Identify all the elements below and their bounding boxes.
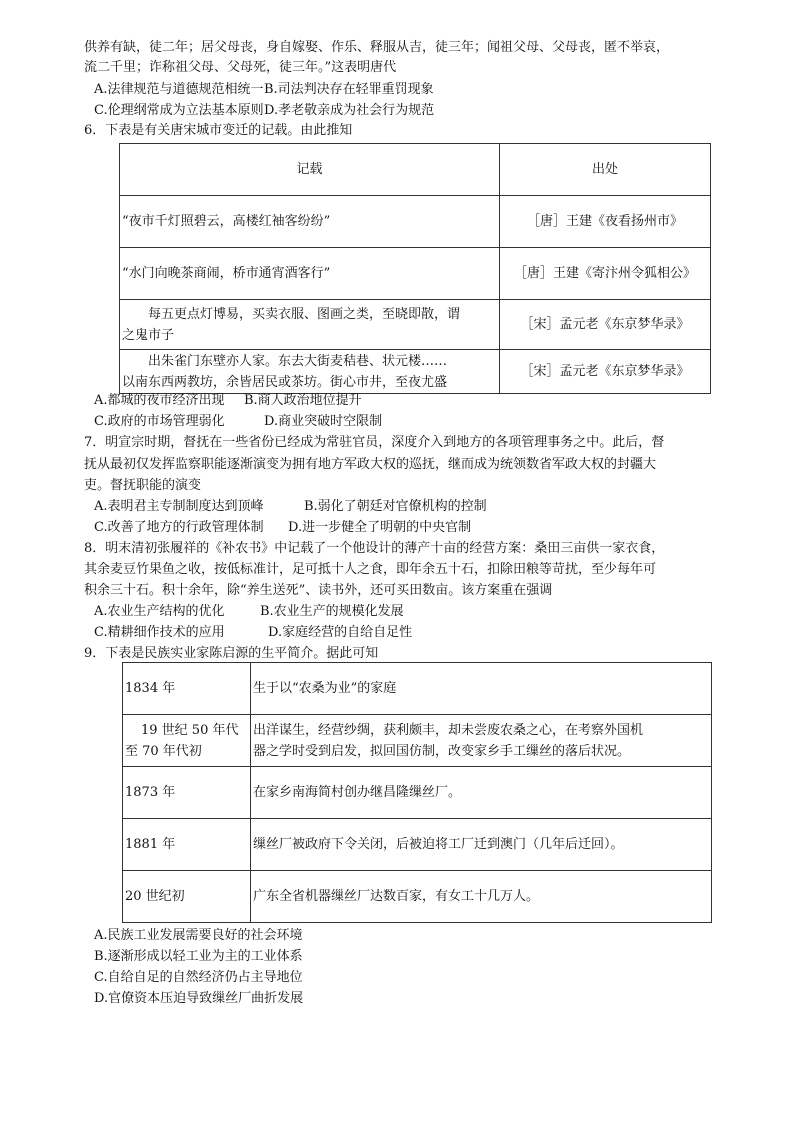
- q6-option-d: D.商业突破时空限制: [264, 414, 383, 429]
- q9-time-cell: 20 世纪初: [123, 871, 251, 923]
- q9-stem: 9．下表是民族实业家陈启源的生平简介。据此可知: [84, 646, 379, 661]
- q6-table-header-row: [120, 144, 711, 196]
- q7-option-c: C.改善了地方的行政管理体制: [94, 520, 264, 535]
- q8-stem-line-1: 8．明末清初张履祥的《补农书》中记载了一个他设计的薄产十亩的经营方案：桑田三亩供一家衣食，: [84, 541, 665, 556]
- q6-option-b: B.商人政治地位提升: [244, 393, 362, 408]
- q8-stem-line-2: 其余麦豆竹果鱼之收，按低标准计，足可抵十人之食，即年余五十石，扣除田粮等苛扰，至少每年可: [84, 562, 657, 577]
- q5-stem-line-2: 流二千里；诈称祖父母、父母死，徒三年。”这表明唐代: [84, 60, 397, 75]
- table-row: [123, 767, 712, 819]
- q6-option-a: A.都城的夜市经济出现: [94, 393, 225, 408]
- q9-event-cell: [251, 715, 712, 767]
- q8-option-b: B.农业生产的规模化发展: [260, 604, 404, 619]
- q6-record-line: 之鬼市子: [122, 327, 175, 343]
- table-row: [120, 248, 711, 300]
- table-row: [123, 871, 712, 923]
- q9-option-b: B.逐渐形成以轻工业为主的工业体系: [94, 949, 303, 964]
- q6-source-cell: ［宋］孟元老《东京梦华录》: [500, 300, 711, 350]
- table-row: [120, 196, 711, 248]
- q9-event-cell: 缫丝厂被政府下令关闭，后被迫将工厂迁到澳门（几年后迁回）。: [251, 819, 712, 871]
- q9-time-cell: 1834 年: [123, 663, 251, 715]
- q5-option-b: B.司法判决存在轻罪重罚现象: [264, 82, 434, 97]
- q8-option-d: D.家庭经营的自给自足性: [268, 625, 413, 640]
- q6-record-cell: [120, 300, 500, 350]
- q6-source-cell: ［唐］王建《寄汴州令狐相公》: [500, 248, 711, 300]
- q6-option-c: C.政府的市场管理弱化: [94, 414, 225, 429]
- q7-stem-line-2: 抚从最初仅发挥监察职能逐渐演变为拥有地方军政大权的巡抚，继而成为统领数省军政大权的封疆大: [84, 457, 657, 472]
- q6-stem: 6．下表是有关唐宋城市变迁的记载。由此推知: [84, 123, 353, 138]
- q6-table: [119, 143, 711, 394]
- q9-option-c: C.自给自足的自然经济仍占主导地位: [94, 970, 303, 985]
- q7-option-b: B.弱化了朝廷对官僚机构的控制: [304, 499, 487, 514]
- table-row: [120, 350, 711, 394]
- q6-record-cell: “夜市千灯照碧云，高楼红袖客纷纷”: [120, 196, 500, 248]
- table-row: [123, 663, 712, 715]
- q8-stem-line-3: 积余三十石。积十余年，除“养生送死”、读书外，还可买田数亩。该方案重在强调: [84, 583, 553, 598]
- q6-record-cell: “水门向晚茶商闹，桥市通宵酒客行”: [120, 248, 500, 300]
- q9-event-cell: 生于以“农桑为业”的家庭: [251, 663, 712, 715]
- q5-option-a: A.法律规范与道德规范相统一: [94, 82, 264, 97]
- q9-time-line: 19 世纪 50 年代: [141, 722, 239, 738]
- q6-record-line: 以南东西两教坊，余皆居民或茶坊。街心市井，至夜尤盛: [122, 374, 448, 390]
- q8-option-a: A.农业生产结构的优化: [94, 604, 225, 619]
- table-row: [123, 715, 712, 767]
- q6-record-cell: [120, 350, 500, 394]
- q7-stem-line-1: 7．明宣宗时期，督抚在一些省份已经成为常驻官员，深度介入到地方的各项管理事务之中。此后，督: [84, 435, 665, 450]
- q6-header-source: 出处: [500, 144, 711, 196]
- q6-record-line: 每五更点灯博易，买卖衣服、图画之类，至晓即散，谓: [148, 306, 461, 322]
- q9-event-cell: 广东全省机器缫丝厂达数百家，有女工十几万人。: [251, 871, 712, 923]
- q7-option-d: D.进一步健全了明朝的中央官制: [288, 520, 472, 535]
- q5-stem-line-1: 供养有缺，徒二年；居父母丧，身自嫁娶、作乐、释服从吉，徒三年；闻祖父母、父母丧，匿不举哀，: [84, 40, 670, 55]
- q9-time-line: 至 70 年代初: [125, 743, 202, 759]
- q9-table: [122, 662, 712, 923]
- q9-option-d: D.官僚资本压迫导致缫丝厂曲折发展: [94, 991, 304, 1006]
- q9-option-a: A.民族工业发展需要良好的社会环境: [94, 928, 303, 943]
- q9-time-cell: [123, 715, 251, 767]
- q6-source-cell: ［宋］孟元老《东京梦华录》: [500, 350, 711, 394]
- q5-option-c: C.伦理纲常成为立法基本原则: [94, 103, 264, 118]
- table-row: [120, 300, 711, 350]
- q9-time-cell: 1873 年: [123, 767, 251, 819]
- q7-option-a: A.表明君主专制制度达到顶峰: [94, 499, 264, 514]
- q9-event-line: 出洋谋生，经营纱绸，获利颇丰，却未尝废农桑之心，在考察外国机: [253, 722, 644, 738]
- q5-option-d: D.孝老敬亲成为社会行为规范: [264, 103, 435, 118]
- q7-stem-line-3: 吏。督抚职能的演变: [84, 478, 202, 493]
- q9-event-cell: 在家乡南海简村创办继昌隆缫丝厂。: [251, 767, 712, 819]
- q6-source-cell: ［唐］王建《夜看扬州市》: [500, 196, 711, 248]
- table-row: [123, 819, 712, 871]
- q8-option-c: C.精耕细作技术的应用: [94, 625, 225, 640]
- q6-header-record: 记载: [120, 144, 500, 196]
- q9-event-line: 器之学时受到启发，拟回国仿制，改变家乡手工缫丝的落后状况。: [253, 743, 631, 759]
- q6-record-line: 出朱雀门东壁亦人家。东去大街麦秸巷、状元楼……: [148, 353, 448, 369]
- q9-time-cell: 1881 年: [123, 819, 251, 871]
